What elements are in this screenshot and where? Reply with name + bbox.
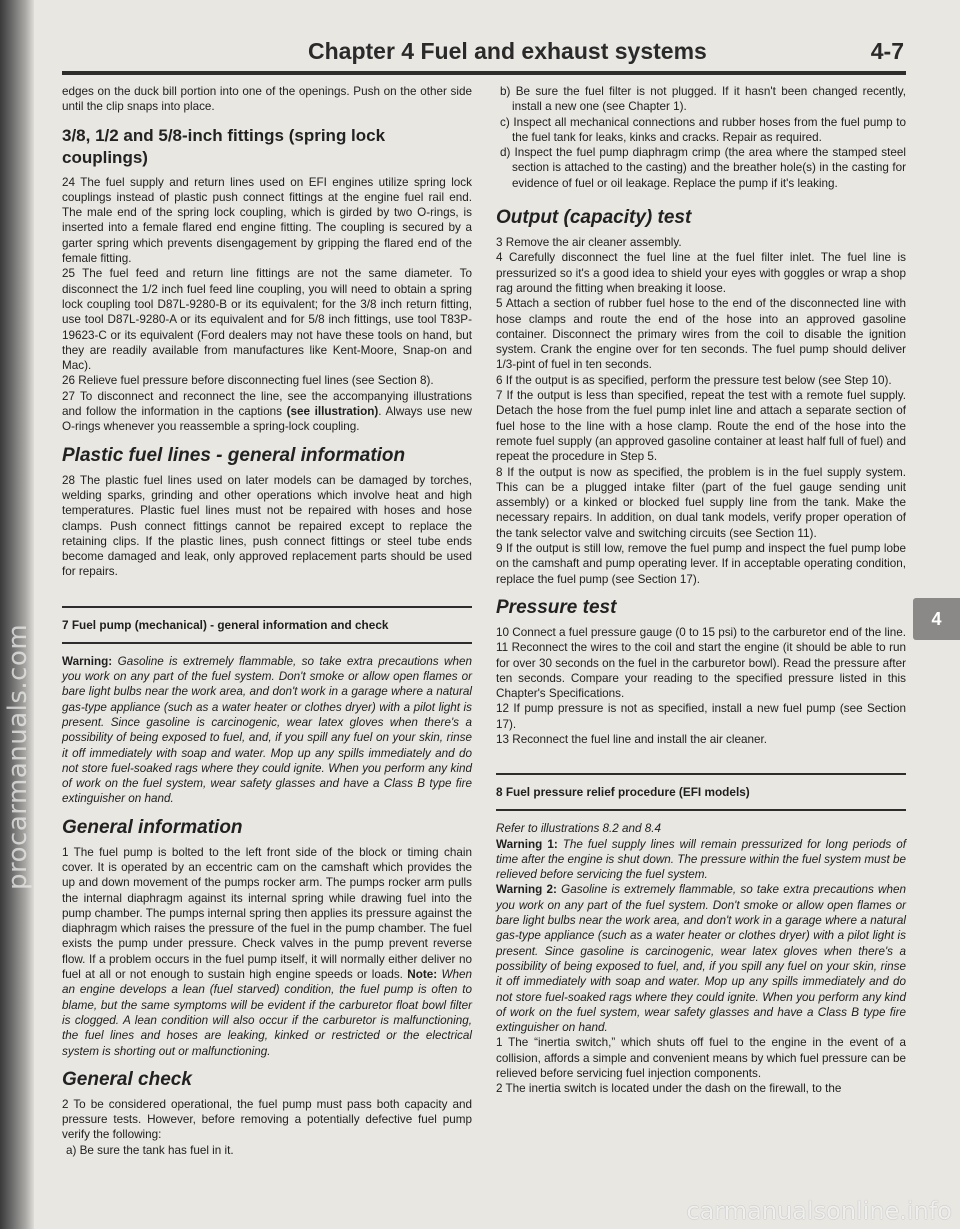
paragraph-12: 12 If pump pressure is not as specified, install a new fuel pump (see Section 17). <box>496 702 906 731</box>
paragraph-1 <box>62 845 472 1059</box>
paragraph-27 <box>62 389 472 435</box>
paragraph-3: 3 Remove the air cleaner assembly. <box>496 236 682 250</box>
paragraph-1-text: 1 The fuel pump is bolted to the left front side of the block or timing chain cover. It is operated by an eccentric cam on the camshaft which provides the up and down movement of the pumps rocker arm. The pumps rocker arm pulls the internal diaphragm against its internal spring while drawing fuel into the pump chamber. The pumps internal spring then applies its pressure against the diaphragm which raises the pressure of the fuel in the pump chamber. The fuel exists the pump under pressure. Check valves in the pump prevent reverse flow. If a problem occurs in the fuel pump itself, it will normally either deliver no fuel at all or not enough to sustain high engine speeds or loads. <box>62 845 472 982</box>
paragraph-7: 7 If the output is less than specified, repeat the test with a remote fuel supply. Detach the hose from the fuel pump inlet line and attach a separate section of fuel hose to the line with a hose clamp. Route the end of the hose into the remote fuel supply (an approved gasoline container at least half full of fuel) and repeat the procedure in Step 5. <box>496 389 906 464</box>
note-text: When an engine develops a lean (fuel starved) condition, the fuel pump is often to blame, but the same symptoms will be evident if the carburetor float bowl filter is clogged. A lean condition will also occur if the carburetor is malfunctioning, the fuel lines and hoses are leaking, kinked or restricted or the electrical system is shorting out or malfunctioning. <box>62 968 473 1058</box>
paragraph-2: 2 To be considered operational, the fuel pump must pass both capacity and pressure tests. However, before removing a potentially defective fuel pump verify the following: <box>62 1097 472 1142</box>
paragraph-intro: edges on the duck bill portion into one of the openings. Push on the other side until the clip snaps into place. <box>62 85 472 114</box>
paragraph-25: 25 The fuel feed and return line fittings are not the same diameter. To disconnect the 1/2 inch fuel feed line coupling, you will need to obtain a spring lock coupling tool D87L-9280-B or its equivalent; for the 3/8 inch return fitting, use tool D87L-9280-A or its equivalent and for 5/8 inch fittings, use tool T83P-19623-C or its equivalent (Ford dealers may not have these tools on hand, but they are readily available from manufactures like Kent-Moore, Snap-on and Mac). <box>62 267 472 373</box>
heading-output-test: Output (capacity) test <box>496 207 692 229</box>
book-spine-shadow <box>0 0 34 1229</box>
page-header <box>62 34 904 74</box>
paragraph-27-text: 27 To disconnect and reconnect the line, see the accompanying illustrations and follow the information in the captions <box>62 389 472 419</box>
warning-2 <box>496 882 906 1035</box>
paragraph-8: 8 If the output is now as specified, the problem is in the fuel supply system. This can be a plugged intake filter (part of the fuel gauge sending unit assembly) or a kinked or blocked fuel supply line from the tank. Make the necessary repairs. In addition, on dual tank models, verify proper operation of the tank selector valve and switching circuits (see Section 11). <box>496 465 906 540</box>
paragraph-28: 28 The plastic fuel lines used on later models can be damaged by torches, welding sparks, grinding and other operations which involve heat and high temperatures. Plastic fuel lines must not be repaired with hoses and hose clamps. Push connect fittings cannot be repaired except to replace the retaining clips. If the plastic lines, push connect fittings or steel tube ends become damaged and leak, only approved replacement parts should be used for repairs. <box>62 473 472 579</box>
warning-label: Warning: <box>62 654 113 668</box>
list-item-a: a) Be sure the tank has fuel in it. <box>66 1143 234 1157</box>
paragraph-10: 10 Connect a fuel pressure gauge (0 to 15 psi) to the carburetor end of the line. <box>496 625 906 639</box>
page-number: 4-7 <box>870 38 904 64</box>
paragraph-8-2: 2 The inertia switch is located under the dash on the firewall, to the <box>496 1082 842 1096</box>
left-column <box>62 84 472 1158</box>
list-item-c: c) Inspect all mechanical connections and rubber hoses from the fuel pump to the fuel tank for leaks, kinks and cracks. Repair as required. <box>500 115 906 144</box>
chapter-tab: 4 <box>913 598 960 640</box>
paragraph-27-end: . Always use new O-rings whenever you reassemble a spring-lock coupling. <box>62 405 472 434</box>
heading-general-information: General information <box>62 816 243 838</box>
right-column <box>496 84 906 1097</box>
see-illustration-ref: (see illustration) <box>286 405 379 419</box>
chapter-title: Chapter 4 Fuel and exhaust systems <box>308 38 707 64</box>
heading-plastic-lines: Plastic fuel lines - general information <box>62 444 406 466</box>
paragraph-6: 6 If the output is as specified, perform the pressure test below (see Step 10). <box>496 373 892 387</box>
note-label: Note: <box>407 968 438 982</box>
warning-2-text: Gasoline is extremely flammable, so take extra precautions when you work on any part of the fuel system. Don't smoke or allow open flames or bare light bulbs near the work area, and don't work in a garage where a natural gas-type appliance (such as a water heater or clothes dryer) with a pilot light is present. Since gasoline is carcinogenic, wear latex gloves when there's a possibility of being exposed to fuel, and, if you spill any fuel on your skin, rinse it off immediately with soap and water. Mop up any spills immediately and do not store fuel-soaked rags where they could ignite. When you perform any kind of work on the fuel system, wear safety glasses and have a Class B type fire extinguisher on hand. <box>496 883 906 1035</box>
section-7-header: 7 Fuel pump (mechanical) - general information and check <box>62 606 472 644</box>
list-item-b: b) Be sure the fuel filter is not plugged. If it hasn't been changed recently, install a new one (see Chapter 1). <box>500 85 906 114</box>
heading-pressure-test: Pressure test <box>496 596 617 618</box>
warning-1-label: Warning 1: <box>496 837 558 851</box>
paragraph-26: 26 Relieve fuel pressure before disconnecting fuel lines (see Section 8). <box>62 374 434 388</box>
paragraph-5: 5 Attach a section of rubber fuel hose to the end of the disconnected line with hose clamps and route the end of the hose into an approved gasoline container. Disconnect the primary wires from the coil to disable the ignition system. Crank the engine over for ten seconds. The fuel pump should deliver 1/3-pint of fuel in ten seconds. <box>496 297 906 372</box>
heading-general-check: General check <box>62 1068 192 1090</box>
paragraph-9: 9 If the output is still low, remove the fuel pump and inspect the fuel pump lobe on the camshaft and pump operating lever. If in acceptable operating condition, replace the fuel pump (see Section 17). <box>496 542 906 586</box>
warning-7 <box>62 654 472 807</box>
paragraph-8-1: 1 The “inertia switch,” which shuts off fuel to the engine in the event of a collision, affords a simple and convenient means by which fuel pressure can be relieved before servicing fuel injection components. <box>496 1036 906 1081</box>
paragraph-24: 24 The fuel supply and return lines used on EFI engines utilize spring lock couplings instead of plastic push connect fittings at the engine fuel rail end. The male end of the spring lock coupling, which is girded by two O-rings, is inserted into a female flared end engine fitting. The coupling is secured by a garter spring which prevents disengagement by gripping the flared end of the female fitting. <box>62 175 472 266</box>
paragraph-11: 11 Reconnect the wires to the coil and start the engine (it should be able to run for over 30 seconds on the fuel in the carburetor bowl). Read the pressure after ten seconds. Compare your reading to the specified pressure listed in this Chapter's Specifications. <box>496 641 906 701</box>
section-8-header: 8 Fuel pressure relief procedure (EFI models) <box>496 773 906 811</box>
header-rule <box>62 71 906 75</box>
heading-fittings: 3/8, 1/2 and 5/8-inch fittings (spring lock couplings) <box>62 125 386 167</box>
refer-illustrations: Refer to illustrations 8.2 and 8.4 <box>496 822 662 836</box>
bottom-watermark: carmanualsonline.info <box>686 1197 952 1225</box>
list-item-d: d) Inspect the fuel pump diaphragm crimp (the area where the stamped steel section is attached to the casting) and the breather hole(s) in the casting for evidence of fuel or oil leakage. Replace the pump if it's leaking. <box>500 146 906 190</box>
paragraph-4: 4 Carefully disconnect the fuel line at the fuel filter inlet. The fuel line is pressurized so it's a good idea to shield your eyes with goggles or wrap a shop rag around the fitting when breaking it loose. <box>496 251 906 295</box>
warning-text: Gasoline is extremely flammable, so take extra precautions when you work on any part of the fuel system. Don't smoke or allow open flames or bare light bulbs near the work area, and don't work in a garage where a natural gas-type appliance (such as a water heater or clothes dryer) with a pilot light is present. Since gasoline is carcinogenic, wear latex gloves when there's a possibility of being exposed to fuel, and, if you spill any fuel on your skin, rinse it off immediately with soap and water. Mop up any spills immediately and do not store fuel-soaked rags where they could ignite. When you perform any kind of work on the fuel system, wear safety glasses and have a Class B type fire extinguisher on hand. <box>62 654 472 806</box>
paragraph-13: 13 Reconnect the fuel line and install the air cleaner. <box>496 732 767 746</box>
warning-1 <box>496 837 906 883</box>
side-watermark <box>3 856 23 890</box>
warning-2-label: Warning 2: <box>496 883 557 897</box>
warning-1-text: The fuel supply lines will remain pressurized for long periods of time after the engine is shut down. The pressure within the fuel system must be relieved before servicing the fuel system. <box>496 837 906 882</box>
